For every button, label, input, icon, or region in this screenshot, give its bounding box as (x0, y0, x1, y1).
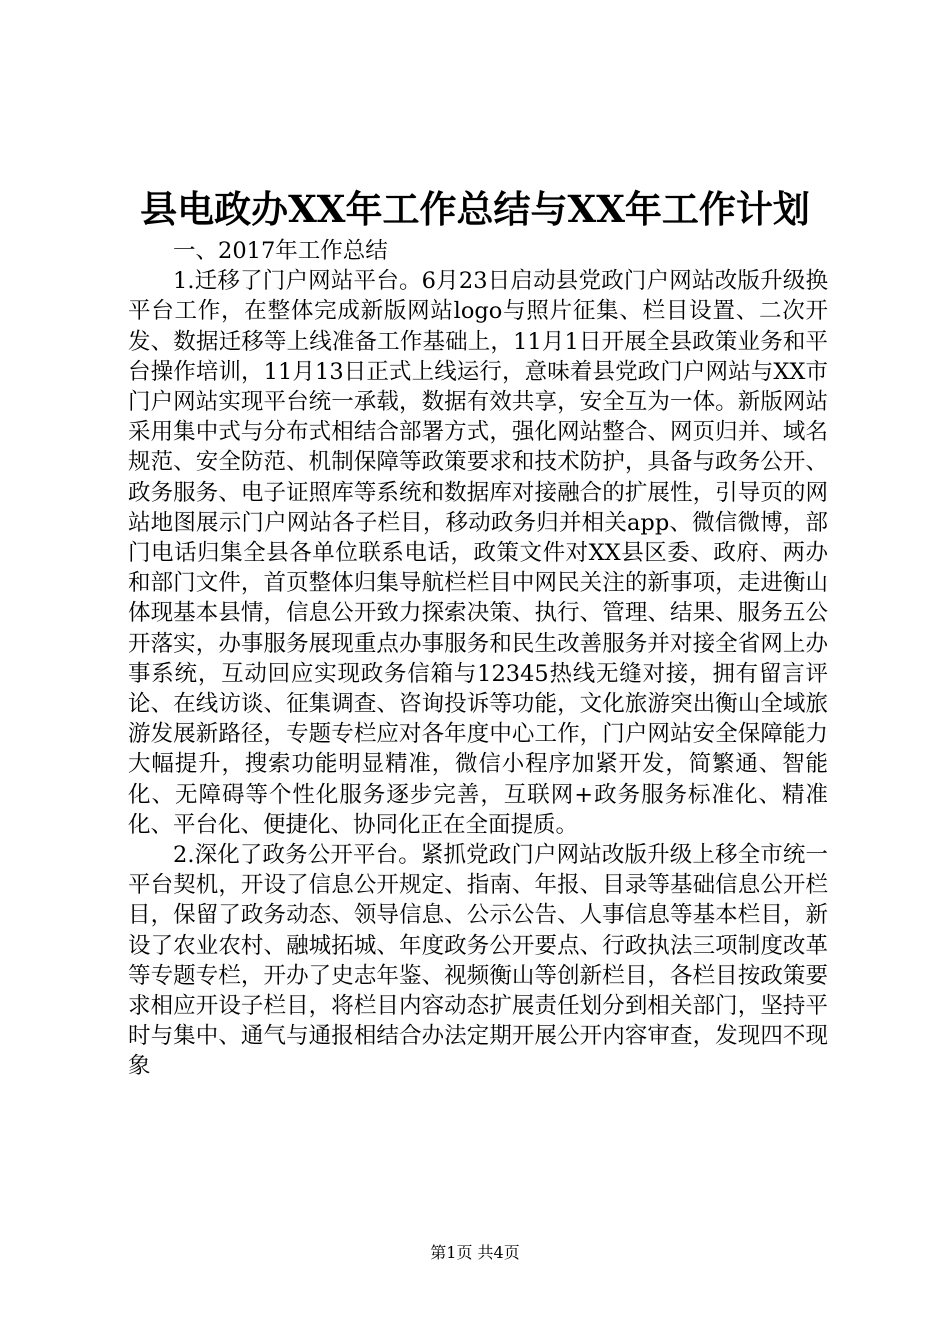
paragraph: 2.深化了政务公开平台。紧抓党政门户网站改版升级上移全市统一平台契机，开设了信息公开规定、指南、年报、目录等基础信息公开栏目，保留了政务动态、领导信息、公示公告、人事信息等基本栏目，新设了农业农村、融城拓城、年度政务公开要点、行政执法三项制度改革等专题专栏，开办了史志年鉴、视频衡山等创新栏目，各栏目按政策要求相应开设子栏目，将栏目内容动态扩展责任划分到相关部门，坚持平时与集中、通气与通报相结合办法定期开展公开内容审查，发现四不现象 (128, 842, 828, 1080)
page-number-footer: 第1页 共4页 (430, 1243, 520, 1262)
paragraph: 1.迁移了门户网站平台。6月23日启动县党政门户网站改版升级换平台工作，在整体完成新版网站logo与照片征集、栏目设置、二次开发、数据迁移等上线准备工作基础上，11月1日开展全县政策业务和平台操作培训，11月13日正式上线运行，意味着县党政门户网站与XX市门户网站实现平台统一承载，数据有效共享，安全互为一体。新版网站采用集中式与分布式相结合部署方式，强化网站整合、网页归并、域名规范、安全防范、机制保障等政策要求和技术防护，具备与政务公开、政务服务、电子证照库等系统和数据库对接融合的扩展性，引导页的网站地图展示门户网站各子栏目，移动政务归并相关app、微信微博，部门电话归集全县各单位联系电话，政策文件对XX县区委、政府、两办和部门文件，首页整体归集导航栏栏目中网民关注的新事项，走进衡山体现基本县情，信息公开致力探索决策、执行、管理、结果、服务五公开落实，办事服务展现重点办事服务和民生改善服务并对接全省网上办事系统，互动回应实现政务信箱与12345热线无缝对接，拥有留言评论、在线访谈、征集调查、咨询投诉等功能，文化旅游突出衡山全域旅游发展新路径，专题专栏应对各年度中心工作，门户网站安全保障能力大幅提升，搜索功能明显精准，微信小程序加紧开发，简繁通、智能化、无障碍等个性化服务逐步完善，互联网+政务服务标准化、精准化、平台化、便捷化、协同化正在全面提质。 (128, 268, 828, 838)
document-title: 县电政办XX年工作总结与XX年工作计划 (140, 187, 810, 231)
section-heading: 一、2017年工作总结 (173, 238, 388, 264)
document-body (128, 236, 828, 1082)
